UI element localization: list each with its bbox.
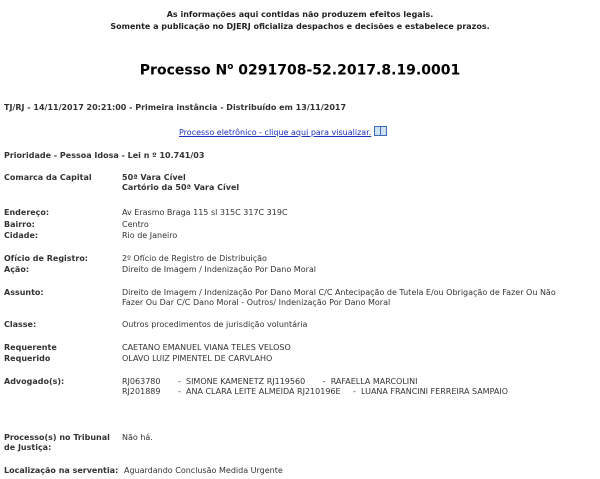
classe-value: Outros procedimentos de jurisdição voluntária [122, 320, 308, 329]
advogado-name: RAFAELLA MARCOLINI [330, 377, 418, 386]
oficio-value: 2º Ofício de Registro de Distribuição [122, 254, 267, 263]
assunto-value [122, 288, 592, 308]
advogados-list [122, 377, 592, 397]
vara-name: 50ª Vara Cível [122, 173, 186, 182]
localizacao-label: Localização na serventia: [4, 466, 119, 475]
classe-label: Classe: [4, 320, 37, 329]
cartorio-name: Cartório da 50ª Vara Cível [122, 183, 240, 192]
list-item: RJ210196E - LUANA FRANCINI FERREIRA SAMPAIO [297, 387, 509, 396]
advogados-label: Advogado(s): [4, 377, 65, 386]
endereco-label: Endereço: [4, 208, 50, 217]
priority-line: Prioridade - Pessoa Idosa - Lei n º 10.741/03 [4, 151, 205, 160]
comarca-value [122, 173, 592, 193]
electronic-process-link-text[interactable]: Processo eletrônico - clique aqui para visualizar. [179, 128, 372, 137]
title-sup: o [227, 62, 234, 72]
assunto-label: Assunto: [4, 288, 44, 297]
comarca-label: Comarca da Capital [4, 173, 92, 182]
legal-notice-line-2: Somente a publicação no DJERJ oficializa despachos e decisões e estabelece prazos. [110, 22, 490, 31]
bairro-value: Centro [122, 220, 149, 229]
advogado-name: LUANA FRANCINI FERREIRA SAMPAIO [361, 387, 509, 396]
book-icon[interactable] [374, 126, 387, 136]
localizacao-value: Aguardando Conclusão Medida Urgente [124, 466, 283, 475]
requerido-value: OLAVO LUIZ PIMENTEL DE CARVLAHO [122, 354, 273, 363]
bairro-label: Bairro: [4, 220, 35, 229]
process-header-line: TJ/RJ - 14/11/2017 20:21:00 - Primeira instância - Distribuído em 13/11/2017 [4, 103, 347, 112]
page-title [0, 62, 600, 79]
processos-label-line-1: Processo(s) no Tribunal [4, 433, 110, 442]
advogado-oab: RJ119560 [266, 377, 306, 386]
assunto-line-1: Direito de Imagem / Indenização Por Dano Moral C/C Antecipação de Tutela E/ou Obrigação de Fazer Ou Não [122, 288, 556, 297]
advogado-name: ANA CLARA LEITE ALMEIDA [185, 387, 295, 396]
requerente-value: CAETANO EMANUEL VIANA TELES VELOSO [122, 343, 291, 352]
title-prefix: Processo N [139, 62, 228, 79]
processos-label-line-2: de Justiça: [4, 443, 52, 452]
requerente-label: Requerente [4, 343, 57, 352]
advogado-name: SIMONE KAMENETZ [185, 377, 265, 386]
advogado-oab: RJ210196E [297, 387, 341, 396]
list-item: RJ063780 - SIMONE KAMENETZ [122, 377, 265, 386]
acao-label: Ação: [4, 265, 30, 274]
processos-label [4, 433, 120, 453]
assunto-line-2: Fazer Ou Dar C/C Dano Moral - Outros/ Indenização Por Dano Moral [122, 298, 391, 307]
processos-value: Não há. [122, 433, 153, 442]
list-item: RJ201889 - ANA CLARA LEITE ALMEIDA [122, 387, 295, 396]
endereco-value: Av Erasmo Braga 115 sl 315C 317C 319C [122, 208, 288, 217]
advogado-oab: RJ063780 [122, 377, 161, 386]
legal-notice-line-1: As informações aqui contidas não produzem efeitos legais. [166, 10, 434, 19]
electronic-process-link[interactable] [179, 126, 387, 137]
list-item: RJ119560 - RAFAELLA MARCOLINI [266, 377, 418, 386]
cidade-label: Cidade: [4, 231, 39, 240]
advogado-oab: RJ201889 [122, 387, 161, 396]
acao-value: Direito de Imagem / Indenização Por Dano Moral [122, 265, 316, 274]
process-number: 0291708-52.2017.8.19.0001 [238, 62, 461, 79]
requerido-label: Requerido [4, 354, 51, 363]
oficio-label: Ofício de Registro: [4, 254, 89, 263]
cidade-value: Rio de Janeiro [122, 231, 178, 240]
